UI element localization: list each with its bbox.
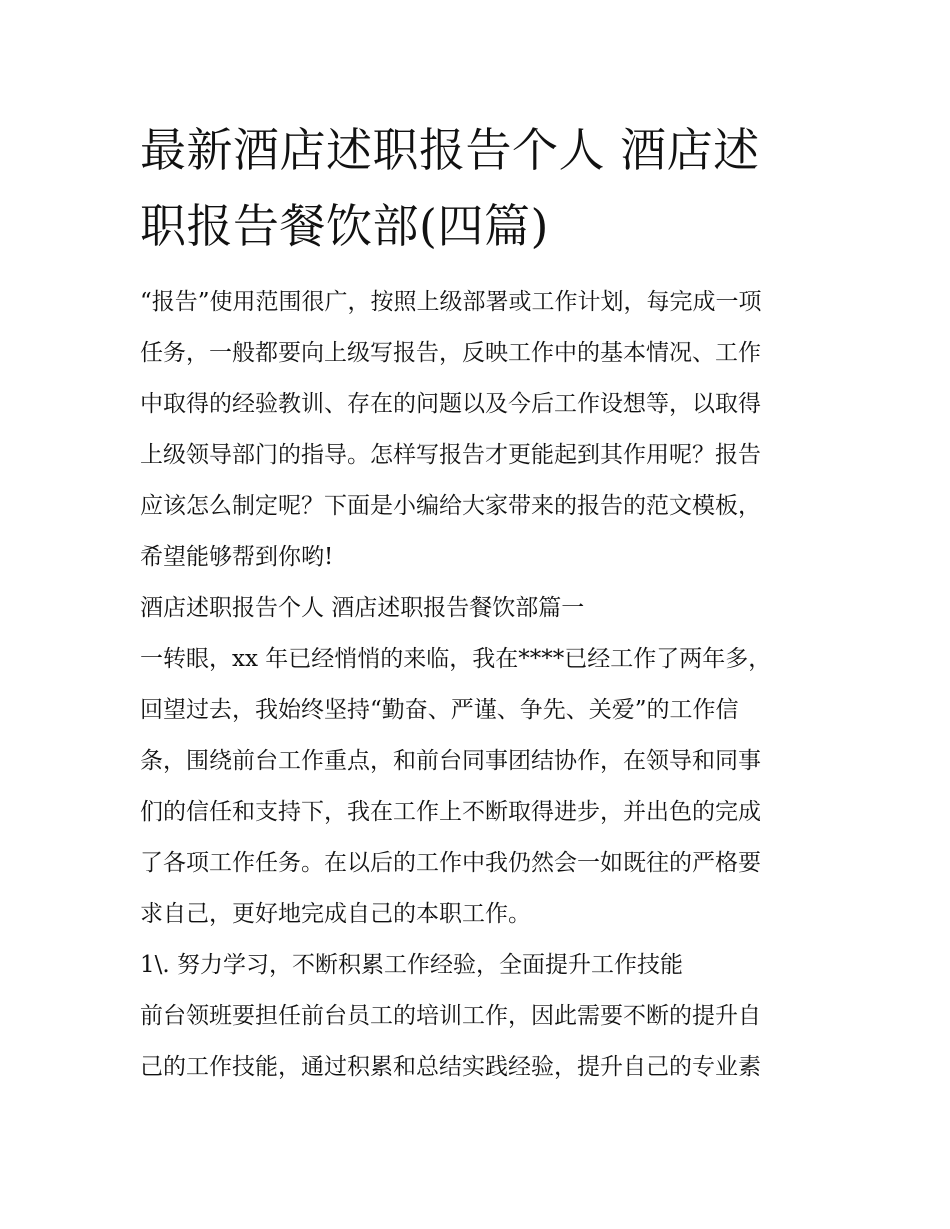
intro-paragraph (140, 277, 820, 583)
text-line: 前台领班要担任前台员工的培训工作，因此需要不断的提升自 (140, 1003, 761, 1029)
text-line: 己的工作技能，通过积累和总结实践经验，提升自己的专业素 (140, 1054, 761, 1080)
text-line: 们的信任和支持下，我在工作上不断取得进步，并出色的完成 (140, 799, 761, 825)
text-line: 中取得的经验教训、存在的问题以及今后工作设想等，以取得 (140, 391, 761, 417)
text-line: 求自己，更好地完成自己的本职工作。 (140, 901, 531, 927)
text-line: 条，围绕前台工作重点，和前台同事团结协作，在领导和同事 (140, 748, 761, 774)
document-body (140, 277, 820, 1093)
title-line: 职报告餐饮部(四篇) (140, 199, 549, 253)
section-heading (140, 583, 820, 634)
text-line: 了各项工作任务。在以后的工作中我仍然会一如既往的严格要 (140, 850, 761, 876)
text-line: “报告”使用范围很广，按照上级部署或工作计划，每完成一项 (140, 289, 762, 315)
text-line: 希望能够帮到你哟! (140, 544, 334, 570)
title-line: 最新酒店述职报告个人 酒店述 (140, 123, 760, 177)
body-paragraph-1 (140, 634, 820, 940)
document-title (140, 112, 820, 264)
text-line: 任务，一般都要向上级写报告，反映工作中的基本情况、工作 (140, 340, 761, 366)
text-line: 一转眼，xx 年已经悄悄的来临，我在****已经工作了两年多， (140, 646, 772, 672)
item-heading (140, 940, 820, 991)
text-line: 回望过去，我始终坚持“勤奋、严谨、争先、关爱”的工作信 (140, 697, 739, 723)
body-paragraph-2 (140, 991, 820, 1093)
item-heading-text: 1\. 努力学习，不断积累工作经验，全面提升工作技能 (140, 952, 684, 978)
section-heading-text: 酒店述职报告个人 酒店述职报告餐饮部篇一 (140, 595, 585, 621)
text-line: 上级领导部门的指导。怎样写报告才更能起到其作用呢？报告 (140, 442, 761, 468)
text-line: 应该怎么制定呢？下面是小编给大家带来的报告的范文模板， (140, 493, 761, 519)
